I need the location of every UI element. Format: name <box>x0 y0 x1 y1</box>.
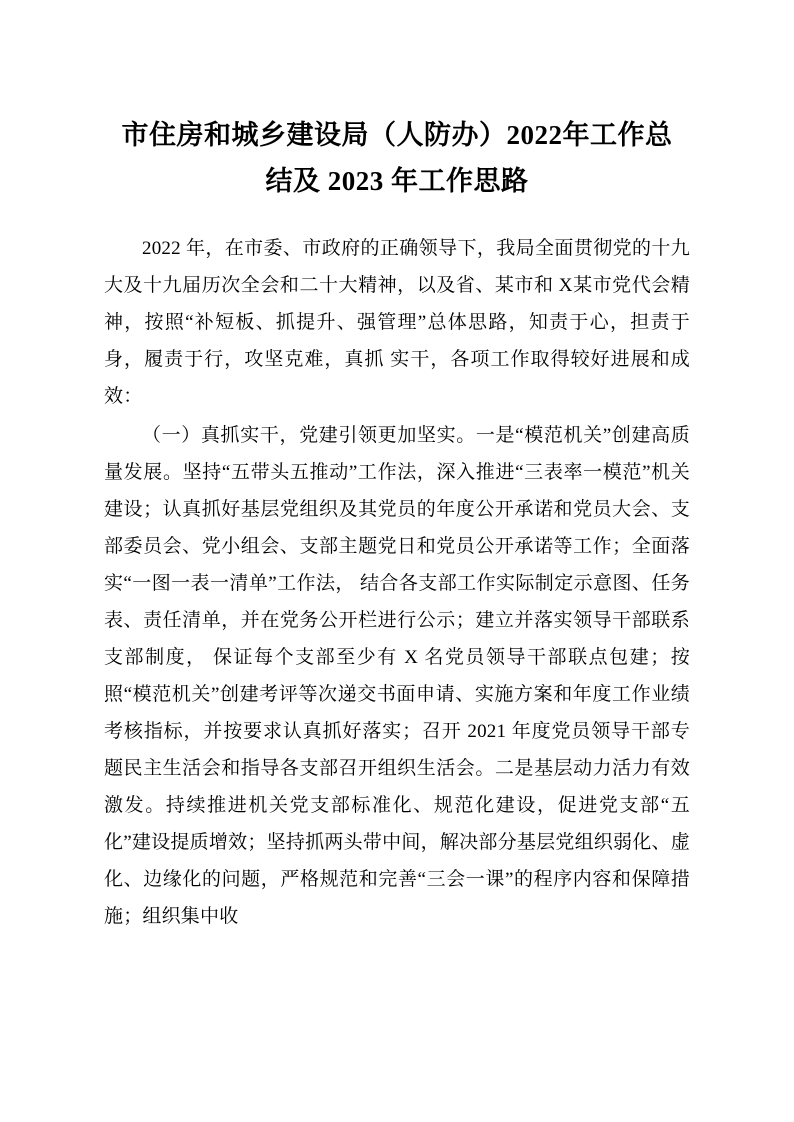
paragraph-2: （一）真抓实干，党建引领更加坚实。一是“模范机关”创建高质量发展。坚持“五带头五推动”工作法，深入推进“三表率一模范”机关建设；认真抓好基层党组织及其党员的年度公开承诺和党员大会、支部委员会、党小组会、支部主题党日和党员公开承诺等工作；全面落实“一图一表一清单”工作法， 结合各支部工作实际制定示意图、任务表、责任清单，并在党务公开栏进行公示；建立并落实领导干部联系支部制度， 保证每个支部至少有 X 名党员领导干部联点包建；按照“模范机关”创建考评等次递交书面申请、实施方案和年度工作业绩考核指标，并按要求认真抓好落实；召开 2021 年度党员领导干部专题民主生活会和指导各支部召开组织生活会。二是基层动力活力有效激发。持续推进机关党支部标准化、规范化建设，促进党支部“五化”建设提质增效；坚持抓两头带中间，解决部分基层党组织弱化、虚化、边缘化的问题，严格规范和完善“三会一课”的程序内容和保障措施；组织集中收 <box>104 425 690 927</box>
page-title: 市住房和城乡建设局（人防办）2022年工作总结及 2023 年工作思路 <box>121 120 673 196</box>
paragraph-1: 2022 年，在市委、市政府的正确领导下，我局全面贯彻党的十九大及十九届历次全会和二十大精神，以及省、某市和 X某市党代会精神，按照“补短板、抓提升、强管理”总体思路，知责于心，担责于身，履责于行，攻坚克难，真抓 实干，各项工作取得较好进展和成效： <box>104 238 690 407</box>
